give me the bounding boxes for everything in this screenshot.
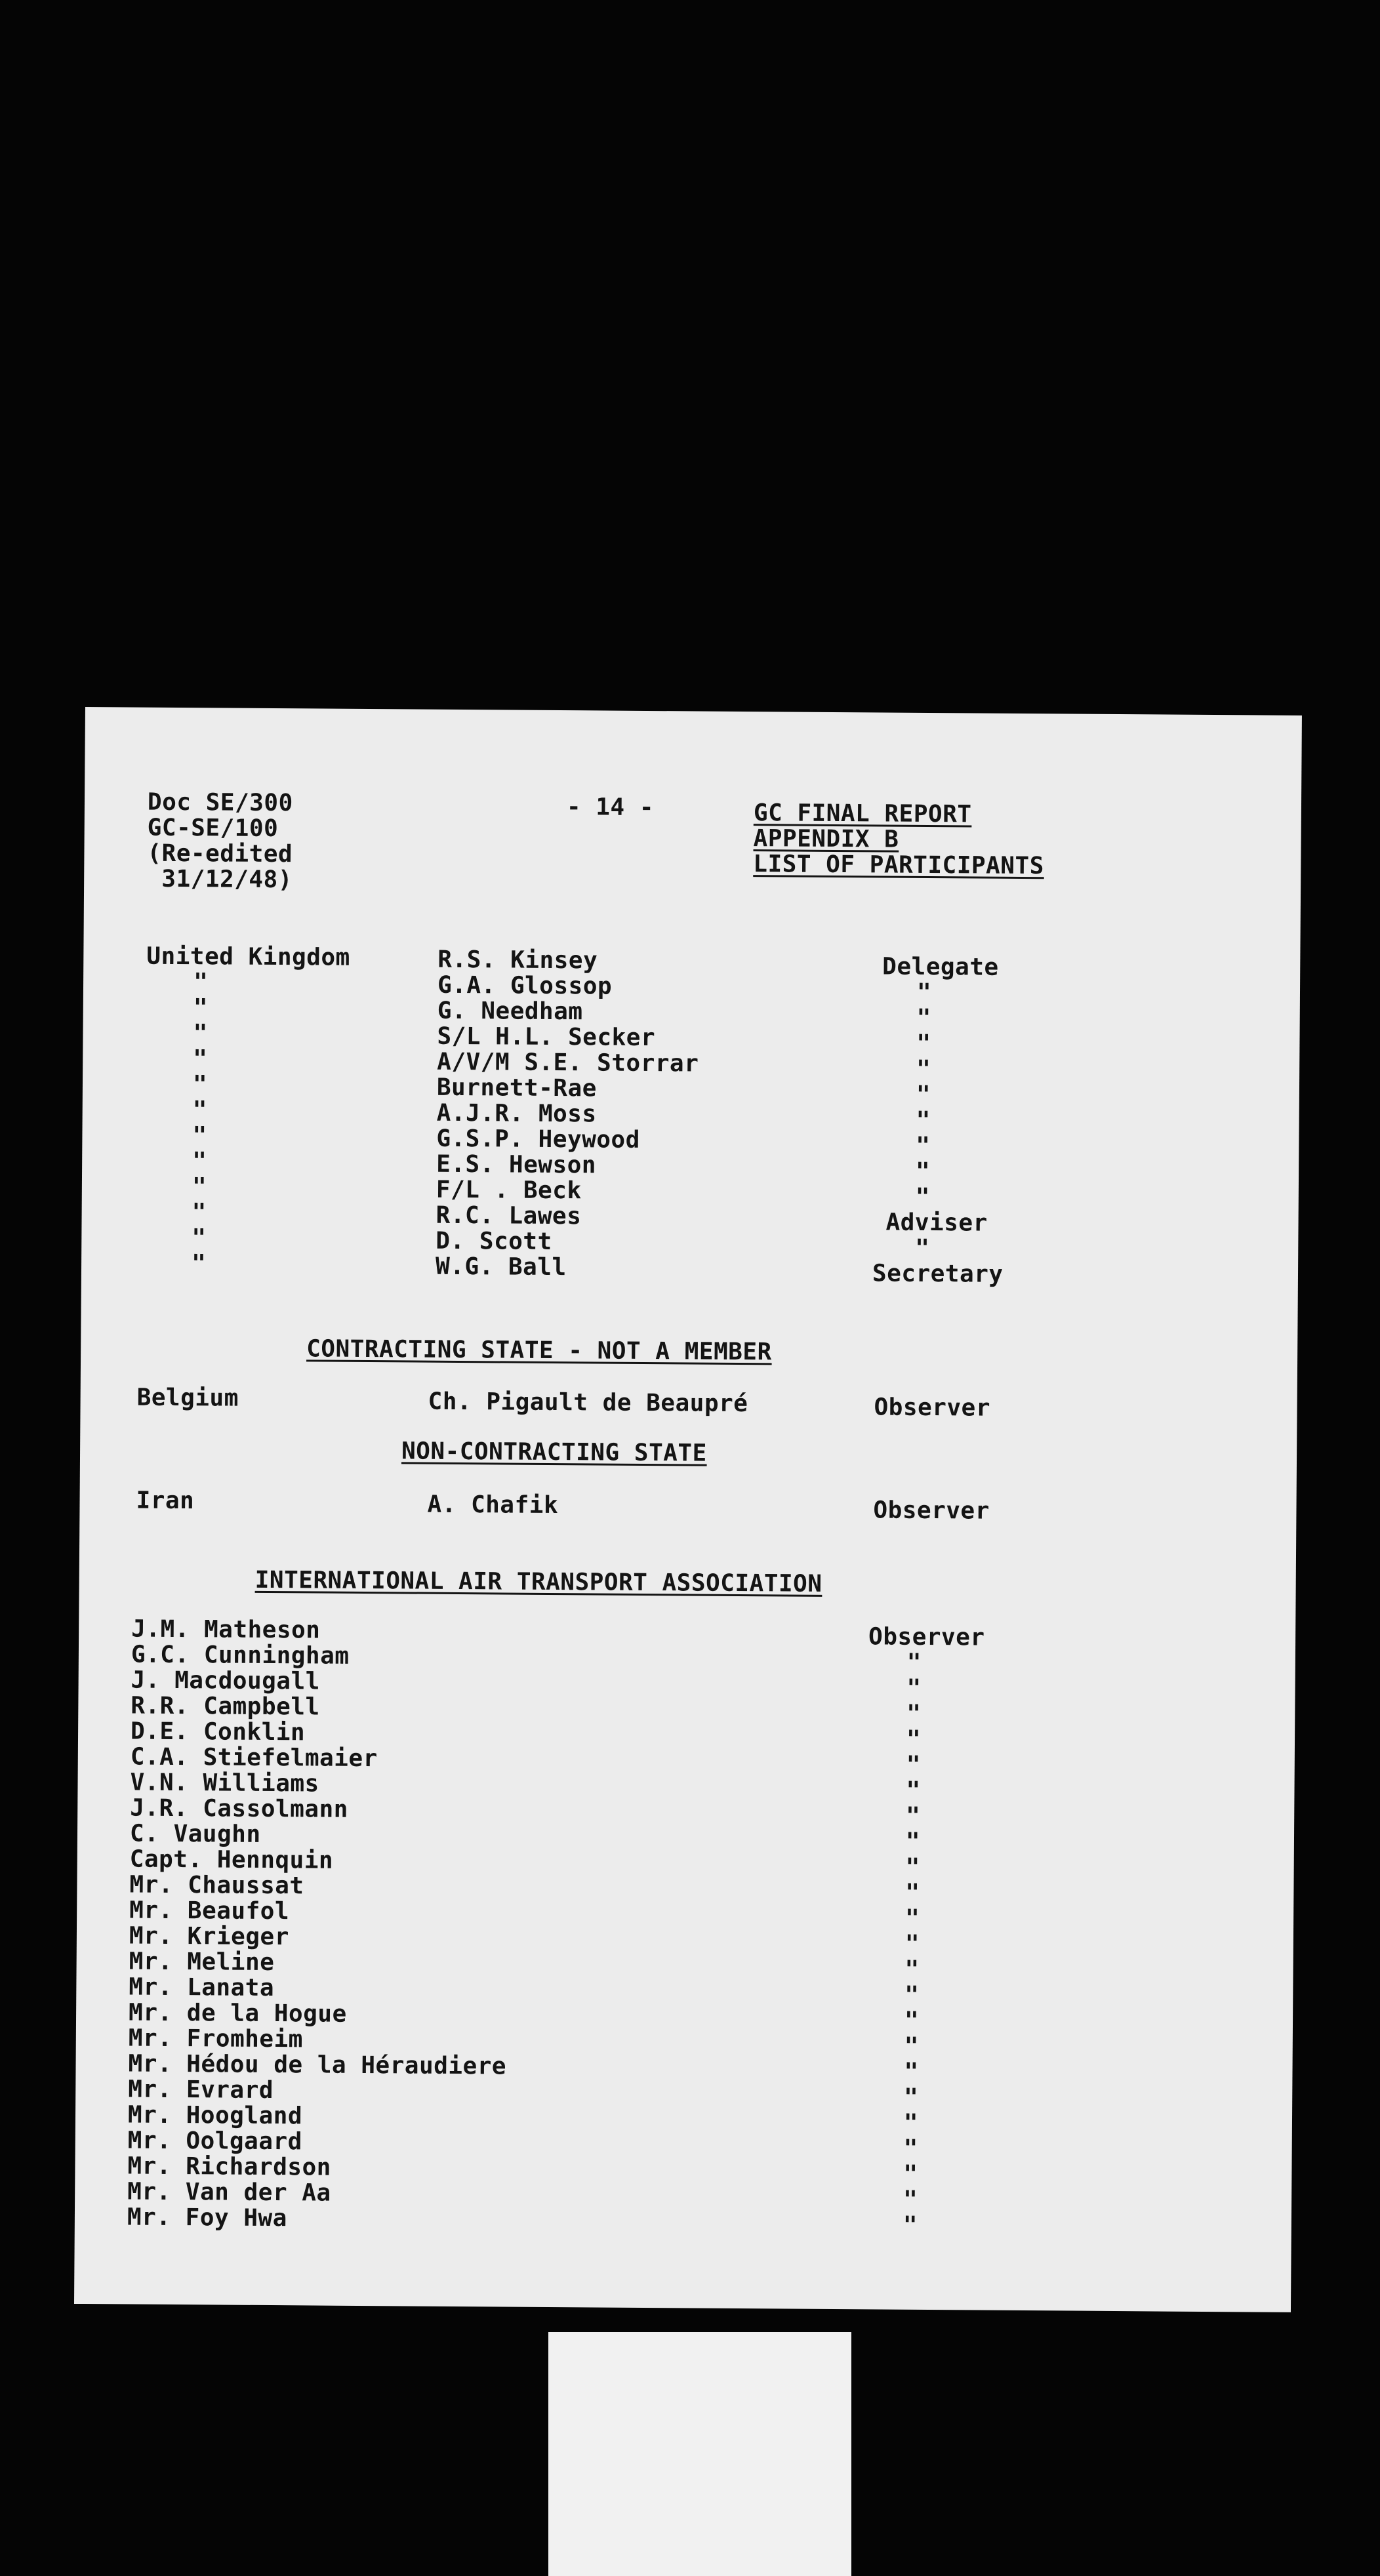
participant-role: "	[903, 2211, 918, 2239]
participant-name: S/L H.L. Secker	[437, 1022, 656, 1052]
participant-role: "	[915, 1234, 930, 1262]
participant-role: Delegate	[882, 953, 999, 981]
participant-name: Mr. Hoogland	[127, 2101, 303, 2130]
country-united-kingdom: United Kingdom	[146, 942, 350, 971]
participant-role: "	[904, 2032, 920, 2060]
ditto-mark: "	[192, 1173, 207, 1201]
participant-name: A. Chafik	[427, 1491, 559, 1519]
participant-role: "	[904, 1981, 920, 2009]
participant-role: "	[905, 1802, 921, 1830]
participant-role: Observer	[874, 1394, 991, 1422]
ditto-mark: "	[193, 1045, 208, 1073]
participant-role: "	[903, 2135, 918, 2162]
participant-name: A.J.R. Moss	[436, 1099, 597, 1128]
participant-name: R.S. Kinsey	[437, 946, 598, 975]
participant-name: V.N. Williams	[130, 1769, 319, 1798]
participant-name: Mr. Beaufol	[129, 1897, 290, 1925]
ditto-mark: "	[193, 1020, 208, 1047]
participant-name: Mr. Evrard	[128, 2076, 274, 2104]
participant-role: "	[915, 1183, 931, 1211]
country-belgium: Belgium	[136, 1384, 239, 1412]
participant-name: D. Scott	[436, 1227, 552, 1255]
participant-name: W.G. Ball	[435, 1253, 567, 1281]
participant-role: Observer	[873, 1497, 990, 1525]
participant-name: R.C. Lawes	[436, 1201, 582, 1230]
participant-name: Burnett-Rae	[436, 1074, 598, 1102]
participant-name: D.E. Conklin	[130, 1718, 306, 1746]
participant-role: "	[904, 1930, 920, 1958]
participant-name: Ch. Pigault de Beaupré	[428, 1388, 748, 1418]
participant-name: Mr. Meline	[129, 1948, 275, 1977]
participant-role: "	[904, 1904, 920, 1932]
document-page	[74, 707, 1302, 2312]
participant-name: Mr. Fromheim	[128, 2024, 304, 2053]
participant-role: "	[916, 1004, 931, 1032]
participant-role: "	[905, 1853, 920, 1881]
appendix-label: APPENDIX B	[753, 825, 899, 853]
participant-role: "	[916, 978, 932, 1007]
participant-role: "	[906, 1725, 922, 1753]
participant-role: Secretary	[872, 1260, 1004, 1288]
participant-name: C.A. Stiefelmaier	[130, 1743, 378, 1773]
participant-role: "	[916, 1055, 931, 1083]
participant-name: Mr. Oolgaard	[127, 2127, 302, 2156]
ditto-mark: "	[192, 1224, 207, 1252]
participant-name: A/V/M S.E. Storrar	[437, 1048, 699, 1077]
ditto-mark: "	[192, 1148, 207, 1175]
participant-name: Mr. Hédou de la Héraudiere	[128, 2050, 507, 2080]
participant-role: "	[915, 1157, 931, 1186]
participant-name: R.R. Campbell	[131, 1692, 320, 1721]
section-heading-iata: INTERNATIONAL AIR TRANSPORT ASSOCIATION	[254, 1566, 822, 1598]
participant-name: Mr. Richardson	[127, 2152, 332, 2181]
participant-name: Mr. Chaussat	[129, 1871, 304, 1900]
participant-name: Mr. de la Hogue	[128, 1999, 347, 2028]
participant-role: "	[904, 1956, 920, 1983]
participant-role: "	[905, 1879, 920, 1906]
ditto-mark: "	[192, 1122, 207, 1150]
participant-name: Mr. Lanata	[129, 1973, 275, 2002]
doc-ref-line-4: 31/12/48)	[147, 865, 293, 894]
ditto-mark: "	[192, 1071, 208, 1098]
participant-name: G.C. Cunningham	[131, 1641, 350, 1670]
participant-role: "	[903, 2160, 918, 2188]
participant-role: "	[904, 2058, 919, 2085]
participant-name: Mr. Krieger	[129, 1922, 289, 1951]
participant-name: J.M. Matheson	[131, 1615, 321, 1644]
ditto-mark: "	[191, 1250, 207, 1278]
section-heading-contracting-state: CONTRACTING STATE - NOT A MEMBER	[306, 1335, 772, 1366]
participant-name: C. Vaughn	[129, 1820, 261, 1848]
doc-ref-line-2: GC-SE/100	[147, 814, 279, 843]
participant-name: F/L . Beck	[436, 1176, 582, 1205]
participant-role: Adviser	[885, 1209, 988, 1237]
ditto-mark: "	[193, 994, 209, 1022]
participant-name: G. Needham	[437, 997, 583, 1026]
doc-ref-line-1: Doc SE/300	[147, 788, 293, 817]
report-title: GC FINAL REPORT	[753, 799, 972, 828]
participant-name: Mr. Van der Aa	[127, 2178, 331, 2207]
participant-role: "	[916, 1106, 931, 1135]
page-number: - 14 -	[566, 794, 655, 822]
participant-role: Observer	[868, 1623, 985, 1651]
participant-role: "	[906, 1674, 922, 1702]
participant-role: "	[906, 1700, 922, 1727]
ditto-mark: "	[192, 1199, 207, 1226]
participant-name: E.S. Hewson	[436, 1150, 597, 1179]
participant-role: "	[906, 1777, 921, 1804]
participant-role: "	[906, 1649, 922, 1676]
participant-role: "	[904, 2007, 920, 2034]
participant-role: "	[903, 2109, 919, 2137]
paper-slip	[548, 2332, 851, 2576]
participant-name: J. Macdougall	[131, 1666, 321, 1695]
section-heading-non-contracting-state: NON-CONTRACTING STATE	[401, 1438, 707, 1467]
participant-name: G.A. Glossop	[437, 971, 613, 1000]
participant-role: "	[906, 1751, 922, 1779]
ditto-mark: "	[192, 1097, 208, 1124]
participant-role: "	[905, 1828, 921, 1855]
country-iran: Iran	[136, 1487, 195, 1515]
ditto-mark: "	[193, 969, 209, 996]
participant-role: "	[916, 1132, 931, 1160]
participant-name: J.R. Cassolmann	[130, 1794, 349, 1823]
participant-role: "	[916, 1081, 931, 1109]
participant-name: Mr. Foy Hwa	[127, 2204, 287, 2232]
list-title: LIST OF PARTICIPANTS	[753, 851, 1044, 880]
participant-name: Capt. Hennquin	[129, 1845, 334, 1874]
participant-role: "	[903, 2186, 918, 2213]
participant-name: G.S.P. Heywood	[436, 1125, 640, 1154]
doc-ref-line-3: (Re-edited	[147, 839, 293, 868]
participant-role: "	[916, 1030, 931, 1058]
participant-role: "	[903, 2083, 919, 2111]
